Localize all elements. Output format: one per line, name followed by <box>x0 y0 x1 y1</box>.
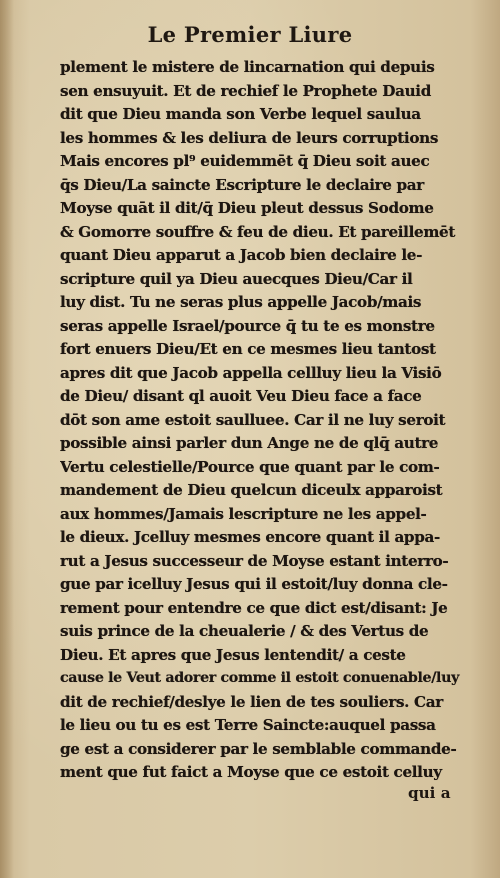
text-line: quant Dieu apparut a Jacob bien declaire le- <box>60 246 423 264</box>
text-line: de Dieu/ disant ql auoit Veu Dieu face a face <box>60 387 422 405</box>
text-line: gue par icelluy Jesus qui il estoit/luy donna cle- <box>60 575 448 593</box>
text-line: le dieux. Jcelluy mesmes encore quant il appa- <box>60 528 440 546</box>
text-line: rement pour entendre ce que dict est/disant: Je <box>60 598 448 617</box>
text-line: cause le Veut adorer comme il estoit conuenable/luy <box>60 670 460 686</box>
page-gutter-shadow <box>0 0 14 878</box>
text-line: mandement de Dieu quelcun diceulx apparoist <box>60 481 443 499</box>
text-line: ge est a considerer par le semblable commande- <box>60 739 457 758</box>
text-line: luy dist. Tu ne seras plus appelle Jacob/mais <box>60 293 422 311</box>
text-line: le lieu ou tu es est Terre Saincte:auquel passa <box>60 716 436 734</box>
text-line: aux hommes/Jamais lescripture ne les appel- <box>60 504 427 523</box>
text-line: sen ensuyuit. Et de rechief le Prophete Dauid <box>60 81 431 100</box>
running-head: Le Premier Liure <box>147 22 353 47</box>
text-line: suis prince de la cheualerie / & des Vertus de <box>60 622 429 640</box>
catchword: qui a <box>408 784 451 802</box>
text-line: Mais encores pl⁹ euidemmēt q̄ Dieu soit auec <box>60 152 430 170</box>
text-line: fort enuers Dieu/Et en ce mesmes lieu tantost <box>60 340 436 358</box>
body-text <box>60 56 464 785</box>
text-line: scripture quil ya Dieu auecques Dieu/Car il <box>60 269 413 288</box>
text-line: plement le mistere de lincarnation qui depuis <box>60 58 435 76</box>
text-line: les hommes & les deliura de leurs corruptions <box>60 128 439 147</box>
text-line: & Gomorre souffre & feu de dieu. Et pareillemēt <box>60 222 456 241</box>
text-line: seras appelle Israel/pource q̄ tu te es monstre <box>60 316 435 335</box>
text-line: Dieu. Et apres que Jesus lentendit/ a ceste <box>60 645 406 664</box>
text-line: rut a Jesus successeur de Moyse estant interro- <box>60 551 449 570</box>
text-line: dit que Dieu manda son Verbe lequel saulua <box>60 105 421 123</box>
text-line: dōt son ame estoit saulluee. Car il ne luy seroit <box>60 410 446 429</box>
text-line: Moyse quāt il dit/q̄ Dieu pleut dessus Sodome <box>60 199 434 217</box>
text-line: q̄s Dieu/La saincte Escripture le declaire par <box>60 175 424 194</box>
text-line: Vertu celestielle/Pource que quant par le com- <box>60 457 440 476</box>
text-line: possible ainsi parler dun Ange ne de qlq̄ autre <box>60 434 439 452</box>
text-line: ment que fut faict a Moyse que ce estoit celluy <box>60 763 442 781</box>
text-line: dit de rechief/deslye le lien de tes souliers. Car <box>60 692 443 711</box>
text-line: apres dit que Jacob appella cellluy lieu la Visiō <box>60 363 442 382</box>
